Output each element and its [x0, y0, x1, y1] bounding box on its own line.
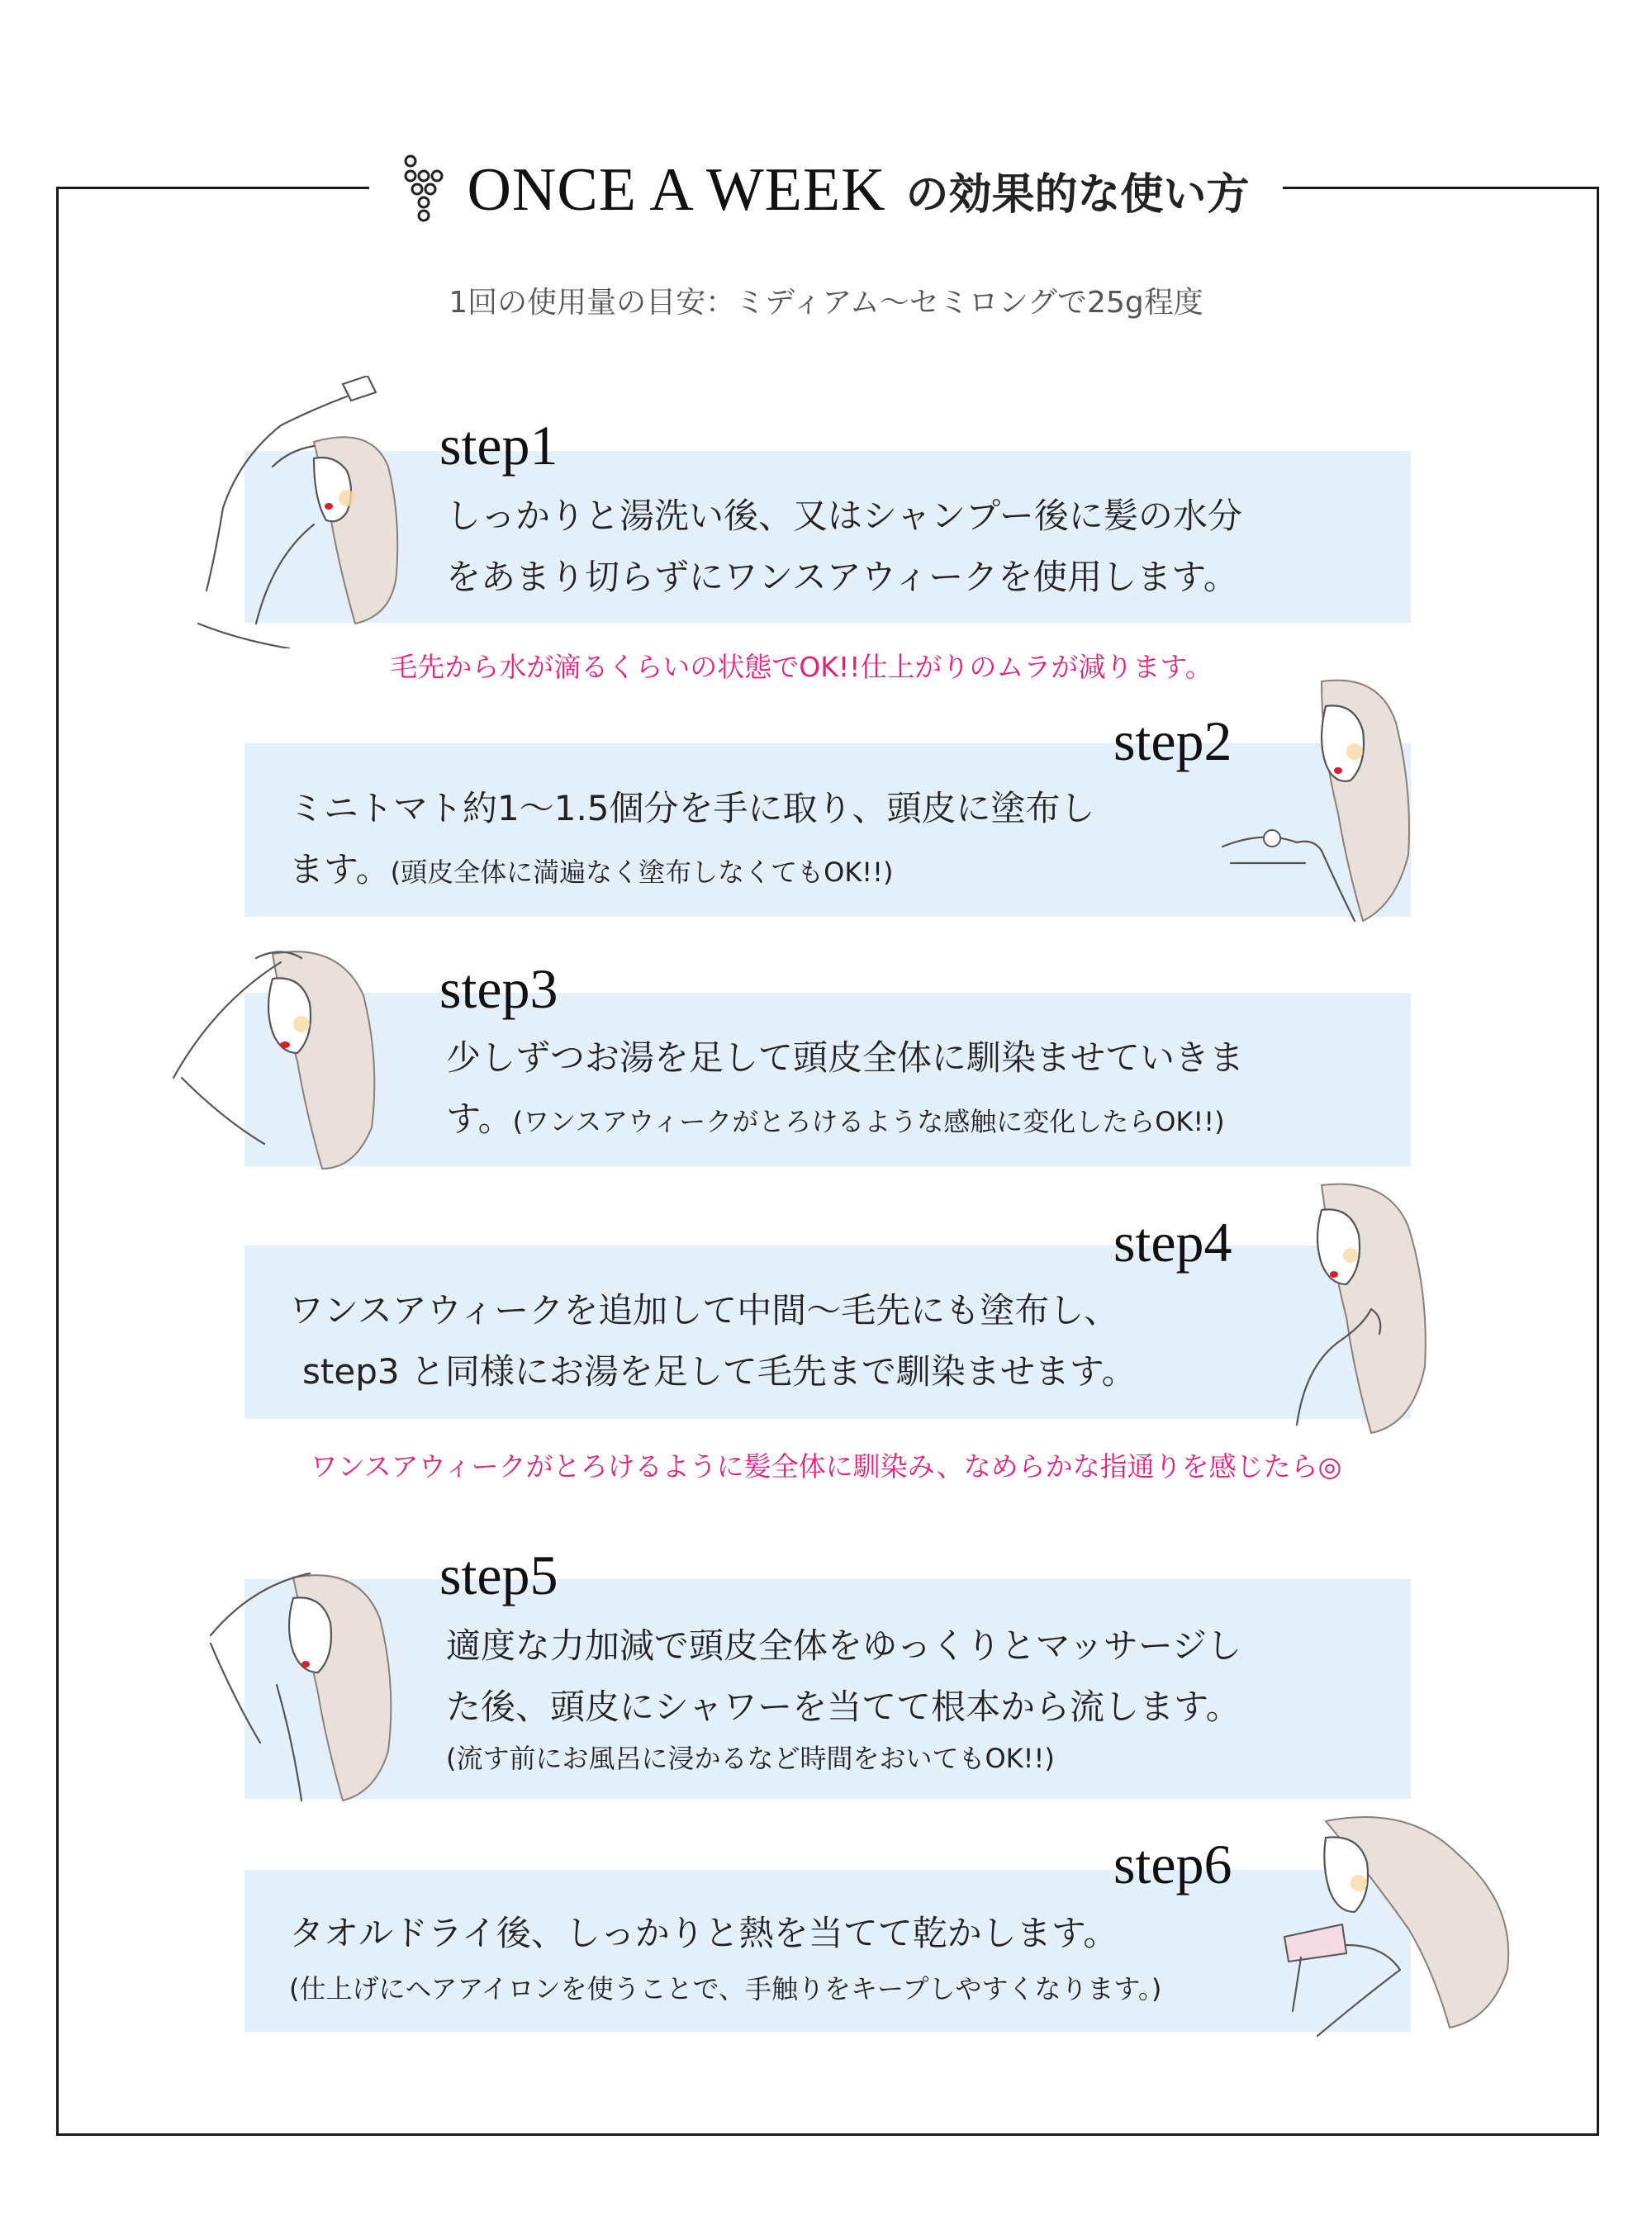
step1-line: しっかりと湯洗い後、又はシャンプー後に髪の水分 [446, 496, 1242, 536]
step6-text [289, 1903, 1161, 2014]
brand-name: ONCE A WEEK [467, 155, 886, 224]
step3-label: step3 [439, 957, 558, 1020]
step1-line: をあまり切らずにワンスアウィークを使用します。 [446, 557, 1238, 597]
step2-line: ミニトマト約1〜1.5個分を手に取り、頭皮に塗布し [289, 788, 1095, 828]
title-suffix: の効果的な使い方 [905, 169, 1250, 220]
step4-line: step3 と同様にお湯を足して毛先まで馴染ませます。 [302, 1351, 1137, 1392]
step2-line: ます。 [289, 849, 391, 890]
step4-line: ワンスアウィークを追加して中間〜毛先にも塗布し、 [289, 1290, 1119, 1331]
step3-line: 少しずつお湯を足して頭皮全体に馴染ませていきま [446, 1037, 1245, 1078]
title-bar [0, 140, 1652, 240]
grape-logo-icon [402, 153, 447, 227]
step2-line-wrap [289, 839, 1095, 903]
step1-text [446, 486, 1242, 608]
step2-text [289, 778, 1095, 903]
woman-scalp-massage-illustration [202, 1553, 409, 1809]
step3-note: (ワンスアウィークがとろけるような感触に変化したらOK!!) [512, 1106, 1225, 1137]
step3-line-wrap [446, 1089, 1244, 1152]
step1-note: 毛先から水が滴るくらいの状態でOK!!仕上がりのムラが減ります。 [390, 651, 1213, 683]
step5-line: 適度な力加減で頭皮全体をゆっくりとマッサージし [446, 1625, 1242, 1666]
step6-note: (仕上げにヘアアイロンを使うことで、手触りをキープしやすくなります。) [289, 1973, 1162, 2005]
woman-head-massage-illustration [165, 929, 413, 1177]
step4-text [289, 1280, 1137, 1402]
woman-shower-illustration [190, 376, 413, 648]
step3-line: す。 [446, 1098, 513, 1139]
step5-note: (流す前にお風呂に浸かるなど時間をおいてもOK!!) [446, 1743, 1055, 1774]
page-title [369, 153, 1282, 227]
step4-note: ワンスアウィークがとろけるように髪全体に馴染み、なめらかな指通りを感じたら◎ [310, 1450, 1342, 1483]
step5-text [446, 1616, 1241, 1779]
step4-label: step4 [1113, 1211, 1232, 1274]
step5-label: step5 [439, 1544, 558, 1606]
woman-hairdryer-illustration [1268, 1805, 1524, 2052]
step5-line: た後、頭皮にシャワーを当てて根本から流します。 [446, 1687, 1241, 1727]
step3-text [446, 1027, 1244, 1152]
woman-hands-cream-illustration [1214, 673, 1446, 937]
step6-label: step6 [1113, 1833, 1232, 1896]
usage-guideline: 1回の使用量の目安：ミディアム〜セミロングで25g程度 [449, 286, 1203, 320]
step2-note: (頭皮全体に満遍なく塗布しなくてもOK!!) [390, 856, 894, 888]
woman-combing-hair-illustration [1272, 1177, 1470, 1441]
step2-label: step2 [1113, 709, 1232, 772]
step1-label: step1 [439, 414, 558, 477]
step6-line: タオルドライ後、しっかりと熱を当てて乾かします。 [289, 1913, 1118, 1953]
